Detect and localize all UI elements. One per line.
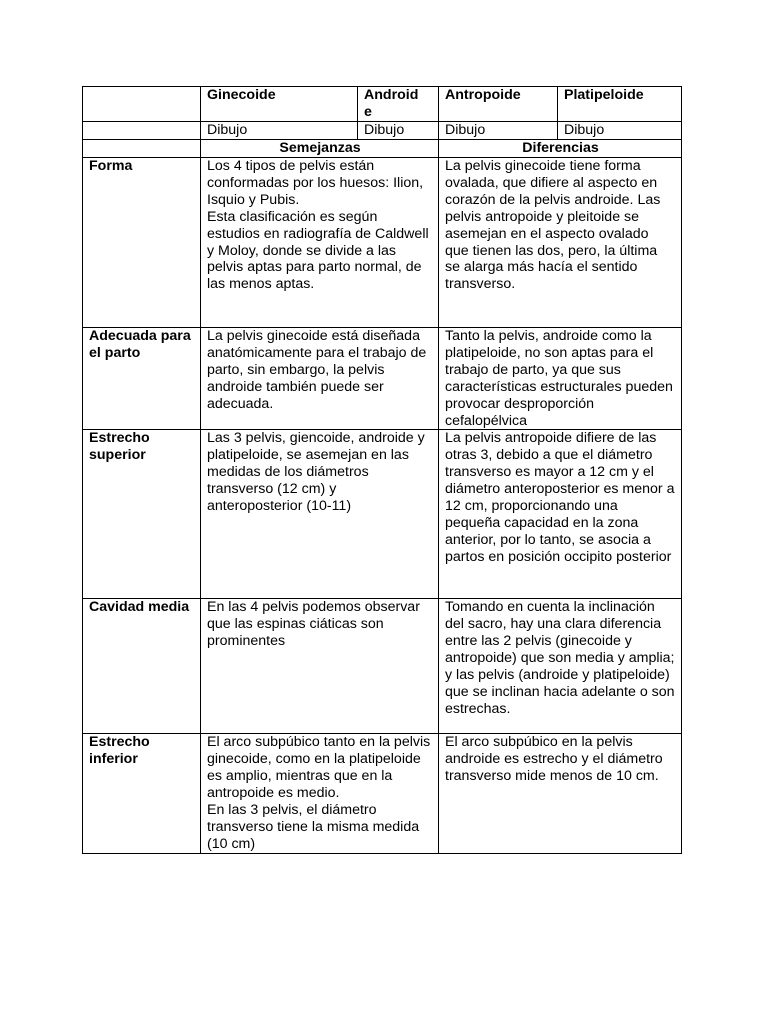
similarities-cavidad-media: En las 4 pelvis podemos observar que las espinas ciáticas son prominentes <box>201 599 439 734</box>
row-label-estrecho-inferior: Estrecho inferior <box>83 734 201 853</box>
differences-cavidad-media: Tomando en cuenta la inclinación del sacro, hay una clara diferencia entre las 2 pelvis (ginecoide y antropoide) que son media y amplia; y las pelvis (androide y platipeloide) que se inclinan hacia adelante o son estrechas. <box>439 599 682 734</box>
similarities-estrecho-inferior: El arco subpúbico tanto en la pelvis ginecoide, como en la platipeloide es amplio, mientras que en la antropoide es medio. En las 3 pelvis, el diámetro transverso tiene la misma medida (10 cm) <box>201 734 439 853</box>
row-forma <box>83 158 682 328</box>
similarities-adecuada-parto: La pelvis ginecoide está diseñada anatómicamente para el trabajo de parto, sin embargo, la pelvis androide también puede ser adecuada. <box>201 328 439 430</box>
drawing-row <box>83 122 682 140</box>
empty-drawing-label-cell <box>83 122 201 140</box>
comparison-header-row <box>83 140 682 158</box>
row-label-cavidad-media: Cavidad media <box>83 599 201 734</box>
drawing-antropoide: Dibujo <box>439 122 558 140</box>
drawing-androide: Dibujo <box>358 122 439 140</box>
pelvis-type-header-row <box>83 87 682 122</box>
row-label-estrecho-superior: Estrecho superior <box>83 430 201 599</box>
similarities-header: Semejanzas <box>201 140 439 158</box>
similarities-forma: Los 4 tipos de pelvis están conformadas por los huesos: Ilion, Isquio y Pubis. Esta clasificación es según estudios en radiografía de Caldwell y Moloy, donde se divide a las pelvis aptas para parto normal, de las menos aptas. <box>201 158 439 328</box>
pelvis-comparison-table <box>82 86 682 854</box>
row-label-forma: Forma <box>83 158 201 328</box>
similarities-estrecho-superior: Las 3 pelvis, giencoide, androide y platipeloide, se asemejan en las medidas de los diámetros transverso (12 cm) y anteroposterior (10-11) <box>201 430 439 599</box>
row-estrecho-inferior <box>83 734 682 853</box>
differences-adecuada-parto: Tanto la pelvis, androide como la platipeloide, no son aptas para el trabajo de parto, ya que sus características estructurales pueden provocar desproporción cefalopélvica <box>439 328 682 430</box>
empty-corner-cell <box>83 87 201 122</box>
empty-comparison-label-cell <box>83 140 201 158</box>
row-label-adecuada-parto: Adecuada para el parto <box>83 328 201 430</box>
differences-estrecho-inferior: El arco subpúbico en la pelvis androide es estrecho y el diámetro transverso mide menos de 10 cm. <box>439 734 682 853</box>
header-androide: Android e <box>358 87 439 122</box>
differences-header: Diferencias <box>439 140 682 158</box>
row-cavidad-media <box>83 599 682 734</box>
header-platipeloide: Platipeloide <box>558 87 682 122</box>
row-estrecho-superior <box>83 430 682 599</box>
drawing-platipeloide: Dibujo <box>558 122 682 140</box>
drawing-ginecoide: Dibujo <box>201 122 358 140</box>
differences-forma: La pelvis ginecoide tiene forma ovalada, que difiere al aspecto en corazón de la pelvis androide. Las pelvis antropoide y pleitoide se asemejan en el aspecto ovalado que tienen las dos, pero, la última se alarga más hacía el sentido transverso. <box>439 158 682 328</box>
row-adecuada-parto <box>83 328 682 430</box>
header-antropoide: Antropoide <box>439 87 558 122</box>
differences-estrecho-superior: La pelvis antropoide difiere de las otras 3, debido a que el diámetro transverso es mayor a 12 cm y el diámetro anteroposterior es menor a 12 cm, proporcionando una pequeña capacidad en la zona anterior, por lo tanto, se asocia a partos en posición occipito posterior <box>439 430 682 599</box>
header-ginecoide: Ginecoide <box>201 87 358 122</box>
